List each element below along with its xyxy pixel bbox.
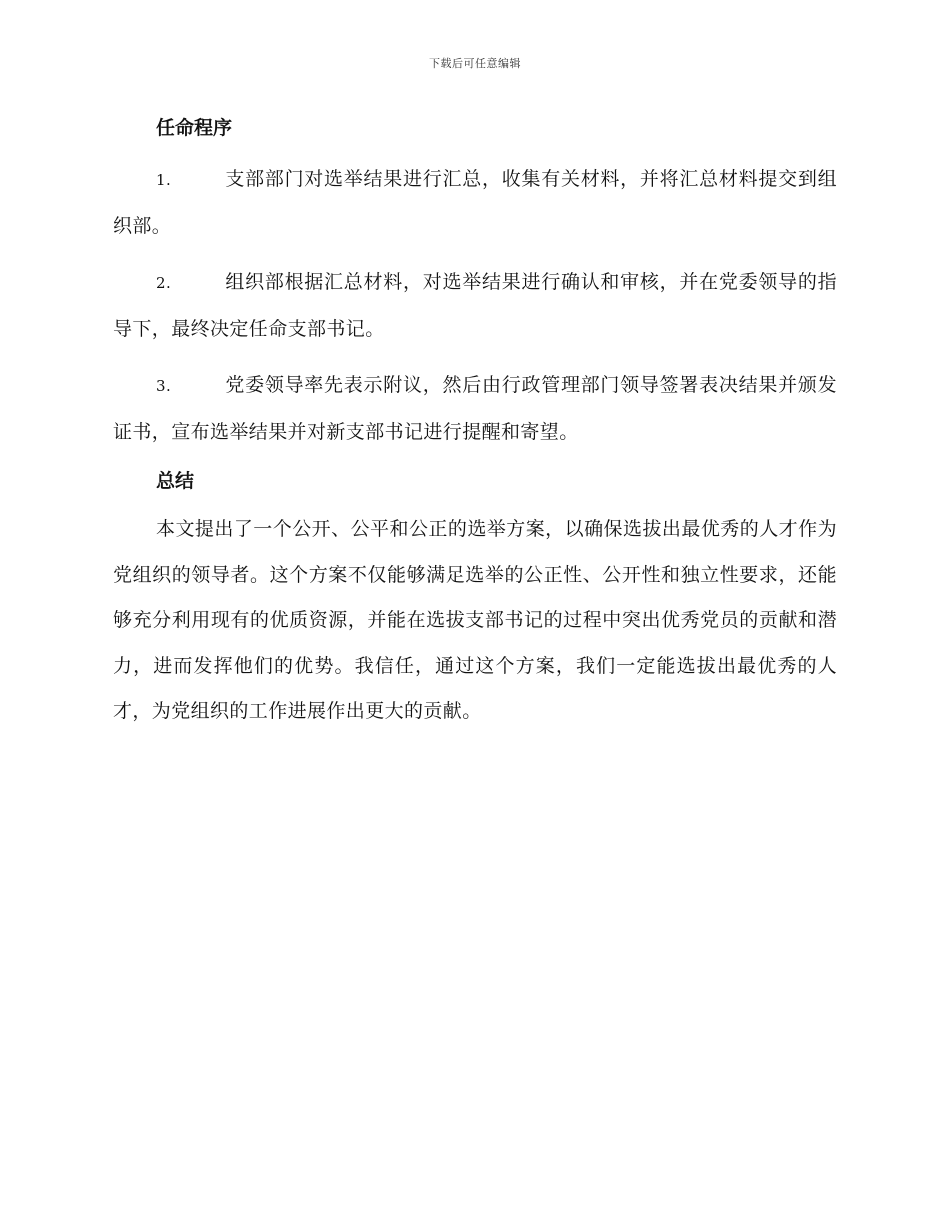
header-note: 下载后可任意编辑 bbox=[429, 57, 521, 70]
procedure-item-2 bbox=[113, 259, 837, 352]
procedure-item-text: 党委领导率先表示附议，然后由行政管理部门领导签署表决结果并颁发证书，宣布选举结果并对新支部书记进行提醒和寄望。 bbox=[113, 374, 837, 443]
procedure-heading: 任命程序 bbox=[156, 117, 233, 139]
summary-heading: 总结 bbox=[156, 470, 195, 492]
procedure-item-text: 支部部门对选举结果进行汇总，收集有关材料，并将汇总材料提交到组织部。 bbox=[113, 168, 837, 237]
procedure-item-number: 1. bbox=[156, 171, 172, 189]
procedure-item-number: 2. bbox=[156, 274, 172, 292]
procedure-item-number: 3. bbox=[156, 377, 172, 395]
procedure-item-text: 组织部根据汇总材料，对选举结果进行确认和审核，并在党委领导的指导下，最终决定任命支部书记。 bbox=[113, 271, 837, 340]
document-content bbox=[113, 110, 837, 735]
summary-paragraph: 本文提出了一个公开、公平和公正的选举方案，以确保选拔出最优秀的人才作为党组织的领导者。这个方案不仅能够满足选举的公正性、公开性和独立性要求，还能够充分利用现有的优质资源，并能在选拔支部书记的过程中突出优秀党员的贡献和潜力，进而发挥他们的优势。我信任，通过这个方案，我们一定能选拔出最优秀的人才，为党组织的工作进展作出更大的贡献。 bbox=[113, 518, 837, 722]
procedure-item-1 bbox=[113, 156, 837, 249]
procedure-item-3 bbox=[113, 362, 837, 455]
